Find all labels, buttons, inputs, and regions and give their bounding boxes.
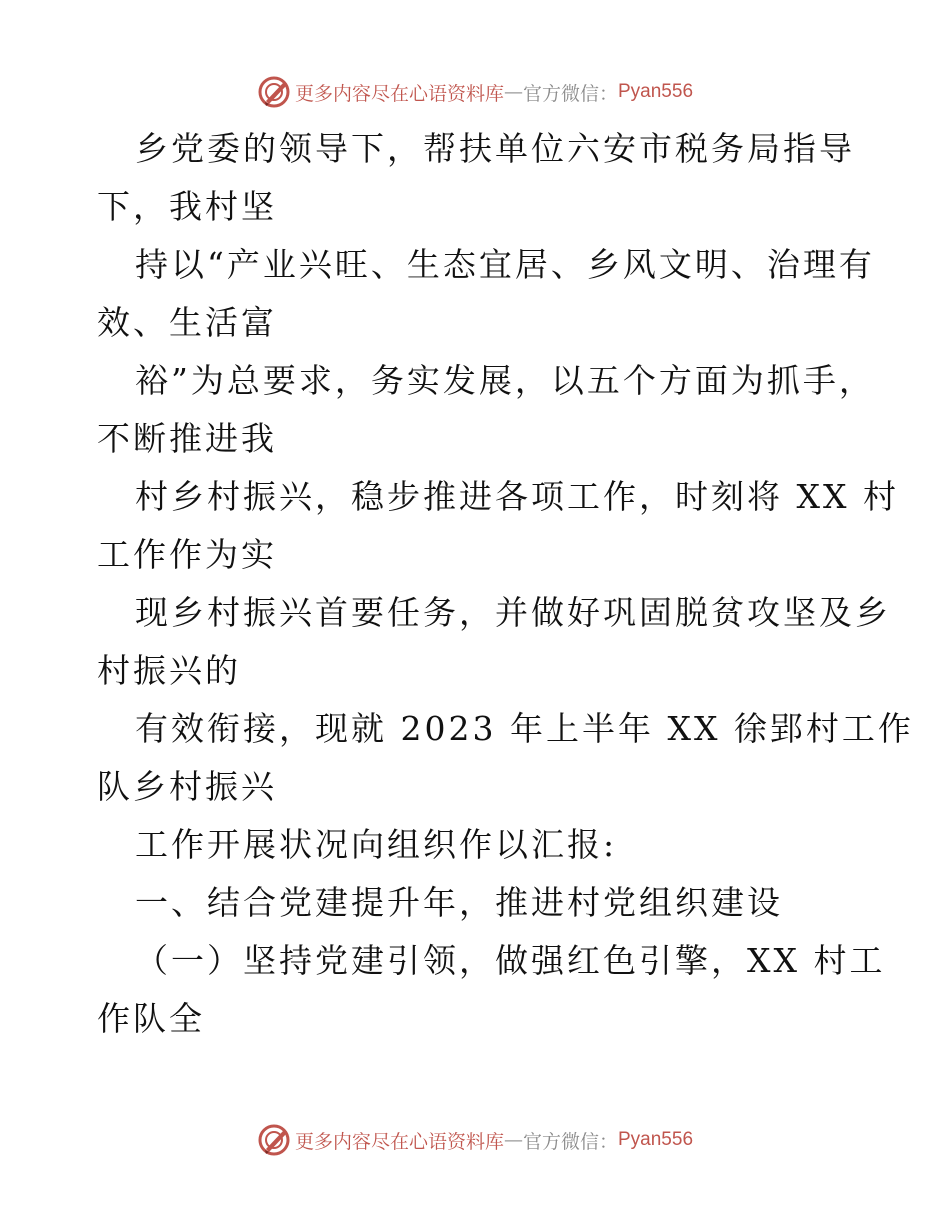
banner-title: 更多内容尽在心语资料库 bbox=[294, 82, 504, 105]
section-heading: 一、结合党建提升年，推进村党组织建设 bbox=[135, 883, 783, 922]
text-line: 作队全 bbox=[97, 999, 205, 1038]
text-line: 有效衔接，现就 2023 年上半年 XX 徐郢村工作 bbox=[135, 709, 914, 748]
text-line: 裕”为总要求，务实发展，以五个方面为抓手， bbox=[135, 361, 875, 400]
text-line: 乡党委的领导下，帮扶单位六安市税务局指导 bbox=[135, 129, 855, 168]
footer-banner bbox=[0, 1120, 950, 1160]
text-line: 队乡村振兴 bbox=[97, 767, 277, 806]
text-line: 下，我村坚 bbox=[97, 187, 277, 226]
banner-wechat-id: Pyan556 bbox=[618, 81, 694, 102]
text-line: 不断推进我 bbox=[97, 419, 277, 458]
banner-separator: — bbox=[503, 81, 523, 103]
brand-logo-icon bbox=[257, 1123, 291, 1157]
text-line: 工作开展状况向组织作以汇报: bbox=[135, 825, 618, 864]
brand-logo-icon bbox=[257, 75, 291, 109]
text-line: 现乡村振兴首要任务，并做好巩固脱贫攻坚及乡 bbox=[135, 593, 891, 632]
text-line: 效、生活富 bbox=[97, 303, 277, 342]
text-line: 村振兴的 bbox=[97, 651, 241, 690]
banner-wechat-label: 官方微信： bbox=[522, 82, 618, 105]
subsection-heading: （一）坚持党建引领，做强红色引擎，XX 村工 bbox=[135, 941, 886, 980]
document-body bbox=[97, 120, 914, 1048]
banner-title: 更多内容尽在心语资料库 bbox=[294, 1130, 504, 1153]
banner-separator: — bbox=[503, 1129, 523, 1151]
banner-wechat-id: Pyan556 bbox=[618, 1129, 694, 1150]
header-banner bbox=[0, 72, 950, 112]
text-line: 工作作为实 bbox=[97, 535, 277, 574]
banner-wechat-label: 官方微信： bbox=[522, 1130, 618, 1153]
text-line: 持以“产业兴旺、生态宜居、乡风文明、治理有 bbox=[135, 245, 875, 284]
text-line: 村乡村振兴，稳步推进各项工作，时刻将 XX 村 bbox=[135, 477, 899, 516]
